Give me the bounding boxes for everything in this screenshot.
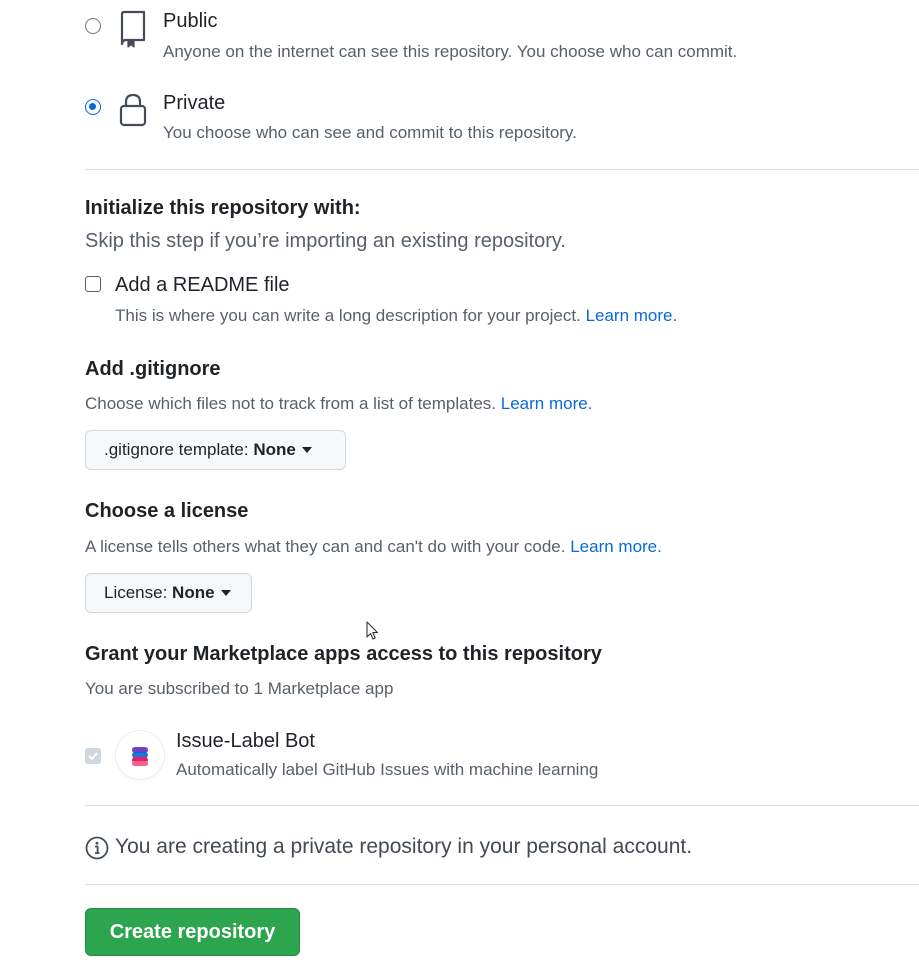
public-description: Anyone on the internet can see this repository. You choose who can commit. <box>163 42 738 61</box>
marketplace-heading: Grant your Marketplace apps access to this repository <box>85 643 602 665</box>
gitignore-learn-more-link[interactable]: Learn more. <box>500 394 593 413</box>
repo-icon <box>118 10 148 48</box>
issue-label-bot-name: Issue-Label Bot <box>176 730 315 752</box>
divider <box>85 169 919 170</box>
private-radio[interactable] <box>85 99 101 115</box>
lock-icon <box>118 92 148 128</box>
license-button-prefix: License: <box>104 583 173 602</box>
readme-label[interactable]: Add a README file <box>115 274 290 296</box>
notice-text: You are creating a private repository in your personal account. <box>115 835 693 858</box>
readme-checkbox[interactable] <box>85 276 101 292</box>
issue-label-bot-avatar <box>116 731 164 779</box>
mouse-cursor-icon <box>366 621 380 641</box>
gitignore-heading: Add .gitignore <box>85 358 221 380</box>
gitignore-button-value: None <box>253 440 296 459</box>
gitignore-description: Choose which files not to track from a list of templates. <box>85 394 497 413</box>
caret-down-icon <box>302 447 312 453</box>
private-title: Private <box>163 92 226 114</box>
public-title: Public <box>163 10 218 32</box>
public-radio[interactable] <box>85 18 101 34</box>
license-button-value: None <box>172 583 215 602</box>
private-description: You choose who can see and commit to this repository. <box>163 123 577 142</box>
readme-description-row <box>115 306 677 326</box>
create-repository-button[interactable]: Create repository <box>85 908 300 956</box>
divider <box>85 805 919 806</box>
license-learn-more-link[interactable]: Learn more. <box>570 537 662 556</box>
license-heading: Choose a license <box>85 500 249 522</box>
caret-down-icon <box>221 590 231 596</box>
license-description: A license tells others what they can and can't do with your code. <box>85 537 566 556</box>
issue-label-bot-checkbox[interactable] <box>85 748 101 764</box>
gitignore-button-prefix: .gitignore template: <box>104 440 254 459</box>
license-description-row <box>85 537 662 557</box>
gitignore-template-button[interactable] <box>85 430 346 470</box>
issue-label-bot-description: Automatically label GitHub Issues with machine learning <box>176 760 599 779</box>
issue-label-bot-logo <box>116 731 164 779</box>
checkmark-icon <box>86 749 100 763</box>
initialize-subtitle: Skip this step if you’re importing an existing repository. <box>85 230 566 252</box>
gitignore-description-row <box>85 394 592 414</box>
readme-description: This is where you can write a long description for your project. <box>115 306 581 325</box>
divider <box>85 884 919 885</box>
info-icon <box>85 836 109 860</box>
initialize-heading: Initialize this repository with: <box>85 197 361 219</box>
readme-learn-more-link[interactable]: Learn more. <box>585 306 678 325</box>
license-button[interactable] <box>85 573 252 613</box>
marketplace-subtitle: You are subscribed to 1 Marketplace app <box>85 679 394 698</box>
